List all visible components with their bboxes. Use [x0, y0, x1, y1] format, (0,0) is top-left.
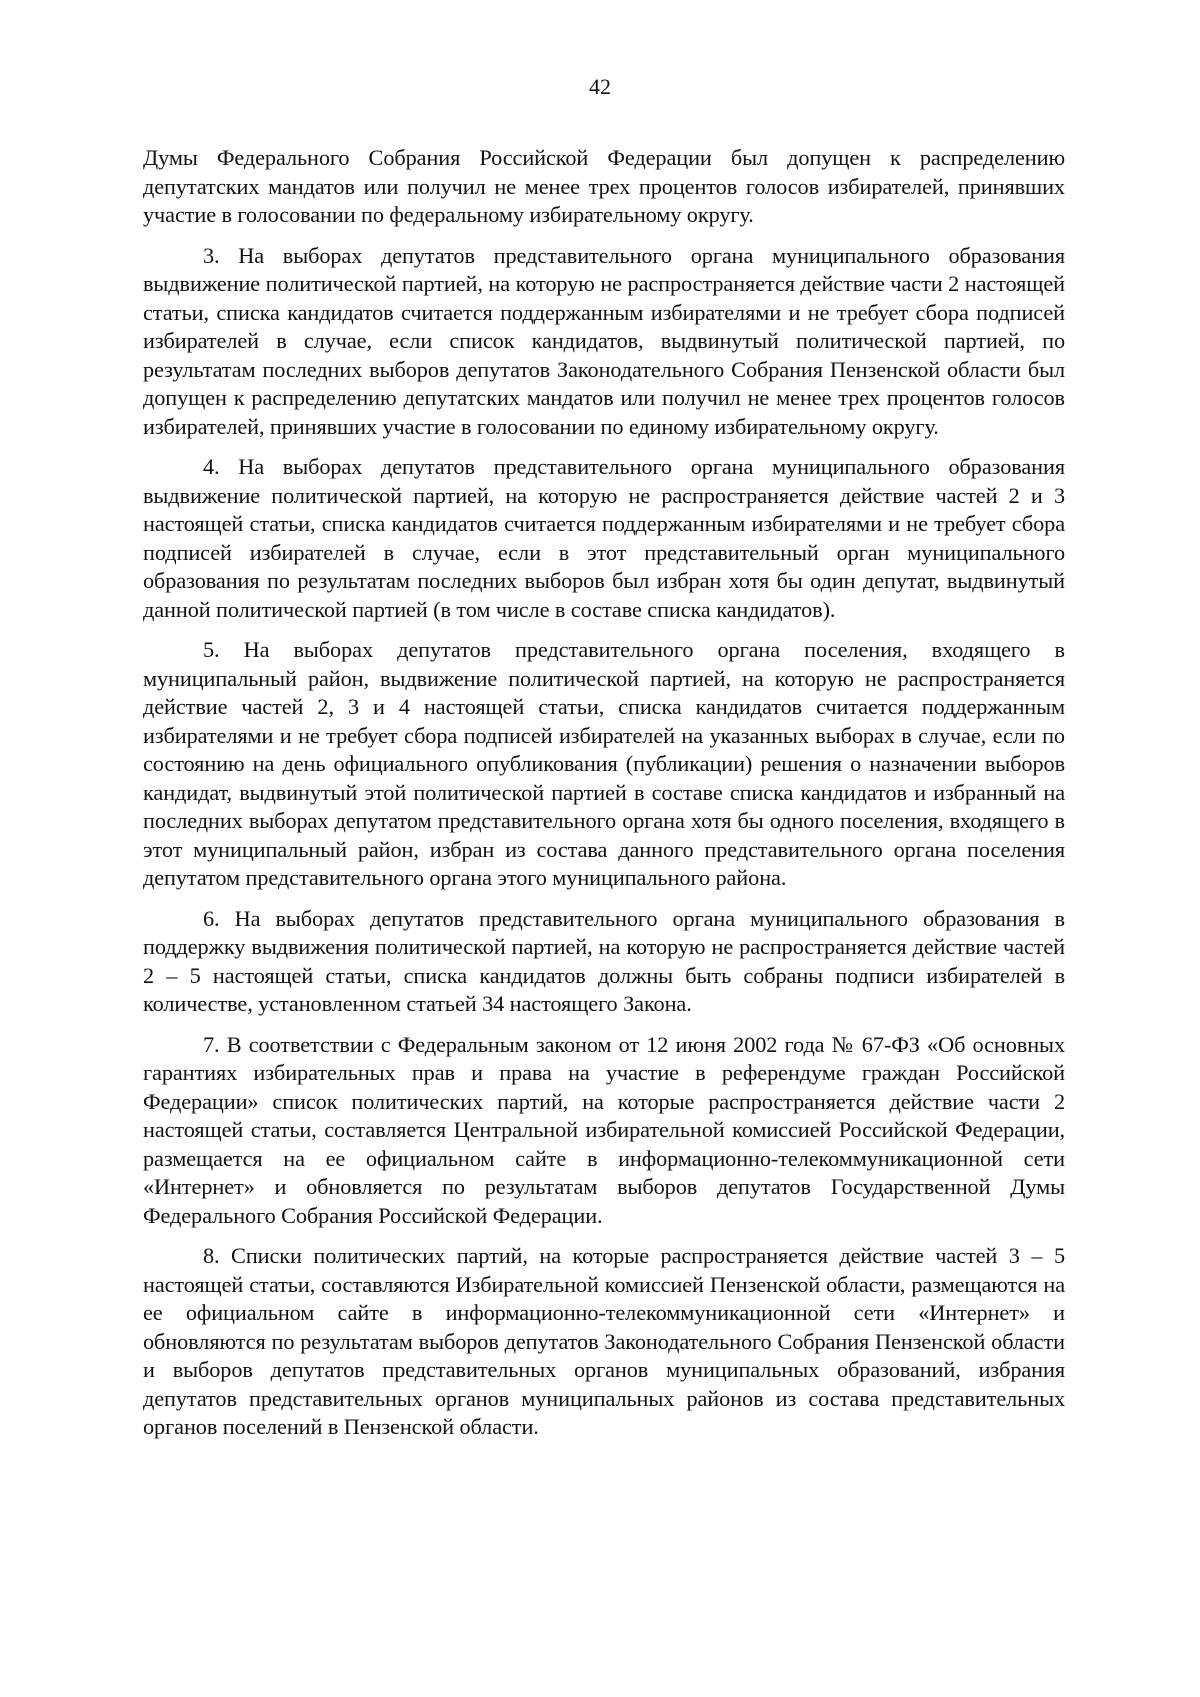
paragraph-part-4: 4. На выборах депутатов представительного органа муниципального образования выдвижение политической партией, на которую не распространяется действие частей 2 и 3 настоящей статьи, списка кандидатов считается поддержанным избирателями и не требует сбора подписей избирателей в случае, если в этот представительный орган муниципального образования по результатам последних выборов был избран хотя бы один депутат, выдвинутый данной политической партией (в том числе в составе списка кандидатов).: [143, 454, 1065, 622]
paragraph-part-7: 7. В соответствии с Федеральным законом от 12 июня 2002 года № 67-ФЗ «Об основных гарантиях избирательных прав и права на участие в референдуме граждан Российской Федерации» список политических партий, на которые распространяется действие части 2 настоящей статьи, составляется Центральной избирательной комиссией Российской Федерации, размещается на ее официальном сайте в информационно-телекоммуникационной сети «Интернет» и обновляется по результатам выборов депутатов Государственной Думы Федерального Собрания Российской Федерации.: [143, 1031, 1065, 1228]
paragraph-part-3: 3. На выборах депутатов представительного органа муниципального образования выдвижение политической партией, на которую не распространяется действие части 2 настоящей статьи, списка кандидатов считается поддержанным избирателями и не требует сбора подписей избирателей в случае, если список кандидатов, выдвинутый политической партией, по результатам последних выборов депутатов Законодательного Собрания Пензенской области был допущен к распределению депутатских мандатов или получил не менее трех процентов голосов избирателей, принявших участие в голосовании по единому избирательному округу.: [143, 242, 1065, 439]
paragraph-part-8: 8. Списки политических партий, на которые распространяется действие частей 3 – 5 настоящей статьи, составляются Избирательной комиссией Пензенской области, размещаются на ее официальном сайте в информационно-телекоммуникационной сети «Интернет» и обновляются по результатам выборов депутатов Законодательного Собрания Пензенской области и выборов депутатов представительных органов муниципальных образований, избрания депутатов представительных органов муниципальных районов из состава представительных органов поселений в Пензенской области.: [143, 1243, 1065, 1439]
document-body: [143, 144, 1065, 1454]
paragraph-continuation: Думы Федерального Собрания Российской Федерации был допущен к распределению депутатских мандатов или получил не менее трех процентов голосов избирателей, принявших участие в голосовании по федеральному избирательному округу.: [143, 145, 1065, 227]
paragraph-part-6: 6. На выборах депутатов представительного органа муниципального образования в поддержку выдвижения политической партией, на которую не распространяется действие частей 2 – 5 настоящей статьи, списка кандидатов должны быть собраны подписи избирателей в количестве, установленном статьей 34 настоящего Закона.: [143, 905, 1065, 1016]
paragraph-part-5: 5. На выборах депутатов представительного органа поселения, входящего в муниципальный район, выдвижение политической партией, на которую не распространяется действие частей 2, 3 и 4 настоящей статьи, списка кандидатов считается поддержанным избирателями и не требует сбора подписей избирателей на указанных выборах в случае, если по состоянию на день официального опубликования (публикации) решения о назначении выборов кандидат, выдвинутый этой политической партией в составе списка кандидатов и избранный на последних выборах депутатом представительного органа хотя бы одного поселения, входящего в этот муниципальный район, избран из состава данного представительного органа поселения депутатом представительного органа этого муниципального района.: [143, 637, 1065, 890]
page-number: 42: [589, 74, 611, 99]
